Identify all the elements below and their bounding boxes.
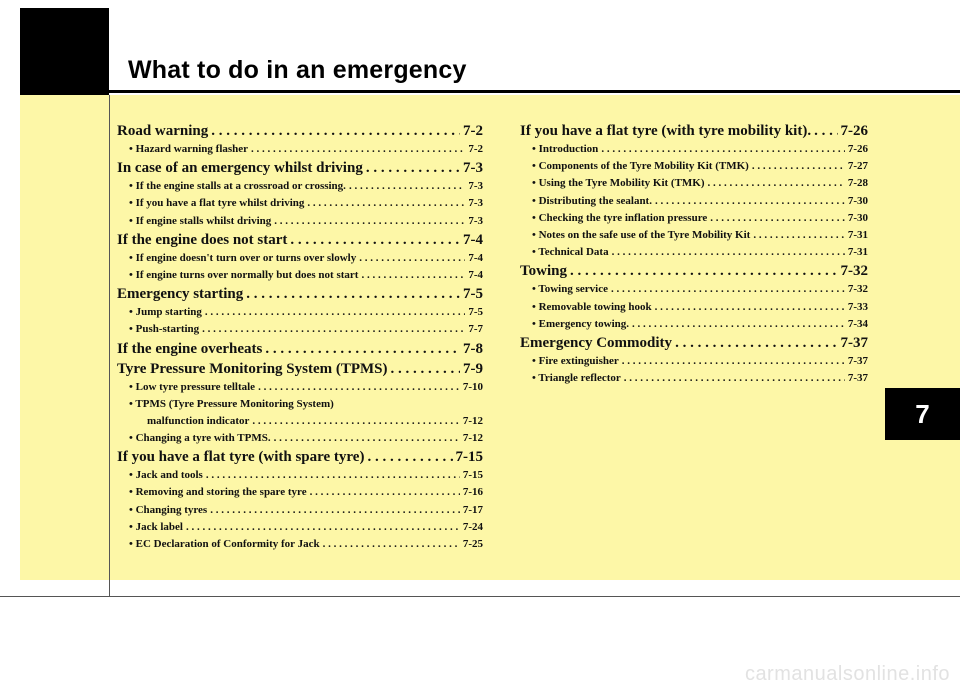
toc-subsection-entry[interactable]: [117, 432, 483, 449]
toc-leader-dots: [274, 215, 465, 227]
toc-page-number: 7-32: [840, 263, 868, 280]
toc-subsection-entry[interactable]: [117, 323, 483, 340]
toc-page-number: 7-37: [840, 334, 868, 351]
toc-leader-dots: [251, 143, 465, 155]
toc-entry-label: Road warning: [117, 123, 209, 139]
toc-leader-dots: [290, 232, 460, 249]
toc-section-entry[interactable]: [520, 335, 868, 355]
toc-leader-dots: [274, 432, 460, 444]
toc-leader-dots: [655, 195, 845, 207]
toc-subsection-entry[interactable]: [117, 197, 483, 214]
toc-page-number: 7-2: [468, 143, 483, 155]
toc-entry-label: • Jack and tools: [129, 469, 203, 482]
toc-entry-label: • Notes on the safe use of the Tyre Mobility Kit: [532, 228, 751, 241]
toc-subsection-entry[interactable]: [117, 143, 483, 160]
toc-page-number: 7-7: [468, 323, 483, 336]
toc-page-number: 7-26: [840, 123, 868, 139]
toc-entry-label: • Fire extinguisher: [532, 354, 619, 367]
toc-subsection-entry[interactable]: [520, 229, 868, 246]
toc-subsection-entry[interactable]: [520, 212, 868, 229]
toc-page-number: 7-4: [463, 231, 483, 248]
toc-leader-dots: [258, 381, 460, 393]
toc-page-number: 7-37: [847, 372, 868, 385]
toc-entry-label: • Push-starting: [129, 323, 200, 336]
toc-entry-label: If you have a flat tyre (with tyre mobility kit).: [520, 123, 812, 139]
toc-page-number: 7-33: [847, 300, 868, 313]
toc-subsection-entry[interactable]: [117, 306, 483, 323]
toc-entry-label: • Towing service: [532, 283, 608, 296]
toc-page-number: 7-3: [468, 197, 483, 210]
toc-entry-label: Tyre Pressure Monitoring System (TPMS): [117, 360, 388, 377]
toc-leader-dots: [570, 263, 838, 280]
toc-page-number: 7-4: [468, 251, 483, 264]
toc-subsection-entry[interactable]: [520, 195, 868, 212]
toc-page-number: 7-4: [468, 268, 483, 281]
toc-leader-dots: [211, 123, 460, 140]
toc-entry-label: In case of an emergency whilst driving: [117, 160, 363, 177]
toc-page-number: 7-5: [468, 306, 483, 319]
toc-page-number: 7-2: [463, 123, 483, 139]
toc-leader-dots: [611, 283, 845, 295]
toc-leader-dots: [349, 180, 465, 192]
toc-entry-label: • Using the Tyre Mobility Kit (TMK): [532, 177, 705, 190]
toc-page-number: 7-24: [462, 520, 483, 533]
toc-section-entry[interactable]: [117, 123, 483, 143]
toc-page-number: 7-15: [455, 449, 483, 466]
toc-entry-label: • If the engine stalls at a crossroad or crossing.: [129, 180, 346, 193]
toc-leader-dots: [601, 143, 845, 155]
page-title: What to do in an emergency: [128, 56, 467, 84]
toc-page-number: 7-25: [462, 538, 483, 550]
toc-entry-label: Emergency Commodity: [520, 334, 673, 351]
toc-section-entry[interactable]: [520, 123, 868, 143]
toc-page-number: 7-3: [463, 160, 483, 177]
toc-page-number: 7-3: [468, 214, 483, 227]
toc-entry-label: Emergency starting: [117, 286, 244, 303]
toc-leader-dots: [391, 361, 460, 378]
toc-page-number: 7-3: [468, 180, 483, 193]
toc-subsection-entry[interactable]: [117, 269, 483, 286]
toc-page-number: 7-17: [462, 503, 483, 516]
toc-page-number: 7-31: [847, 246, 868, 259]
toc-entry-label: • Introduction: [532, 143, 599, 155]
toc-page-number: 7-31: [847, 228, 868, 241]
toc-entry-label: • If engine turns over normally but does not start: [129, 268, 359, 281]
toc-section-entry[interactable]: [117, 449, 483, 469]
toc-subsection-entry[interactable]: [117, 398, 483, 415]
toc-entry-label: • Jack label: [129, 520, 183, 533]
toc-subsection-entry[interactable]: [520, 160, 868, 177]
toc-page-number: 7-9: [463, 360, 483, 377]
toc-subsection-entry[interactable]: [117, 415, 483, 432]
toc-leader-dots: [205, 306, 465, 318]
watermark: carmanualsonline.info: [744, 663, 950, 685]
toc-entry-label: • Distributing the sealant.: [532, 194, 652, 207]
toc-subsection-entry[interactable]: [520, 143, 868, 160]
toc-page-number: 7-26: [847, 143, 868, 155]
toc-entry-label: • Jump starting: [129, 306, 202, 319]
toc-page-number: 7-8: [463, 340, 483, 357]
toc-subsection-entry[interactable]: [520, 372, 868, 389]
toc-leader-dots: [246, 286, 460, 303]
toc-leader-dots: [710, 212, 845, 224]
toc-entry-label: • Components of the Tyre Mobility Kit (TMK): [532, 160, 749, 173]
toc-entry-label: • If you have a flat tyre whilst driving: [129, 197, 305, 210]
toc-subsection-entry[interactable]: [117, 469, 483, 486]
toc-leader-dots: [624, 372, 845, 384]
toc-leader-dots: [753, 229, 844, 241]
toc-subsection-entry[interactable]: [520, 283, 868, 300]
toc-leader-dots: [202, 323, 465, 335]
toc-page-number: 7-30: [847, 194, 868, 207]
toc-section-entry[interactable]: [117, 160, 483, 180]
toc-entry-label: • Low tyre pressure telltale: [129, 380, 256, 393]
toc-subsection-entry[interactable]: [520, 301, 868, 318]
toc-leader-dots: [655, 301, 845, 313]
toc-page-number: 7-16: [462, 486, 483, 499]
chapter-black-block: [20, 8, 109, 108]
toc-entry-label: • Technical Data: [532, 246, 609, 259]
vertical-divider: [109, 95, 110, 597]
toc-leader-dots: [622, 355, 845, 367]
toc-page-number: 7-34: [847, 317, 868, 330]
toc-subsection-entry[interactable]: [117, 486, 483, 503]
toc-entry-label: • Triangle reflector: [532, 372, 621, 385]
toc-subsection-entry[interactable]: [117, 252, 483, 269]
toc-page-number: 7-32: [847, 283, 868, 296]
toc-entry-label: • Emergency towing.: [532, 317, 630, 330]
toc-subsection-entry[interactable]: [117, 215, 483, 232]
toc-leader-dots: [359, 252, 465, 264]
toc-section-entry[interactable]: [117, 361, 483, 381]
toc-page-number: 7-30: [847, 211, 868, 224]
toc-leader-dots: [366, 160, 460, 177]
toc-left-column: [117, 123, 483, 555]
toc-entry-label: Towing: [520, 263, 567, 280]
toc-entry-label: If you have a flat tyre (with spare tyre): [117, 449, 365, 466]
toc-entry-label: • Changing a tyre with TPMS.: [129, 432, 271, 445]
toc-page-number: 7-28: [847, 177, 868, 190]
toc-right-column: [520, 123, 868, 389]
toc-page-number: 7-5: [463, 286, 483, 303]
toc-page-number: 7-10: [462, 380, 483, 393]
toc-leader-dots: [310, 486, 460, 498]
toc-subsection-entry[interactable]: [520, 177, 868, 194]
toc-subsection-entry[interactable]: [117, 521, 483, 538]
toc-subsection-entry[interactable]: [117, 381, 483, 398]
toc-leader-dots: [708, 177, 845, 189]
toc-leader-dots: [307, 197, 465, 209]
toc-subsection-entry[interactable]: [117, 504, 483, 521]
toc-leader-dots: [752, 160, 845, 172]
toc-entry-label: • Checking the tyre inflation pressure: [532, 211, 708, 224]
toc-leader-dots: [612, 246, 845, 258]
toc-page-number: 7-15: [462, 469, 483, 482]
toc-entry-label: • Hazard warning flasher: [129, 143, 249, 155]
toc-subsection-entry[interactable]: [117, 538, 483, 555]
toc-entry-label: If the engine does not start: [117, 231, 288, 248]
toc-section-entry[interactable]: [117, 341, 483, 361]
toc-page-number: 7-12: [462, 414, 483, 427]
toc-entry-label: • TPMS (Tyre Pressure Monitoring System): [129, 397, 334, 410]
toc-leader-dots: [675, 335, 837, 352]
toc-subsection-entry[interactable]: [520, 246, 868, 263]
toc-leader-dots: [252, 415, 459, 427]
toc-entry-label: • If engine stalls whilst driving: [129, 214, 272, 227]
toc-subsection-entry[interactable]: [520, 318, 868, 335]
toc-section-entry[interactable]: [520, 263, 868, 283]
toc-page-number: 7-27: [847, 160, 868, 173]
chapter-tab[interactable]: 7: [885, 388, 960, 440]
toc-entry-label: • EC Declaration of Conformity for Jack: [129, 538, 320, 550]
toc-leader-dots: [632, 318, 845, 330]
toc-entry-label: malfunction indicator: [147, 414, 250, 427]
toc-leader-dots: [323, 538, 460, 550]
toc-entry-label: • Removable towing hook: [532, 300, 652, 313]
bottom-divider: [0, 596, 960, 597]
toc-leader-dots: [186, 521, 460, 533]
toc-entry-label: • If engine doesn't turn over or turns over slowly: [129, 251, 357, 264]
toc-entry-label: • Removing and storing the spare tyre: [129, 486, 307, 499]
toc-subsection-entry[interactable]: [117, 180, 483, 197]
toc-page-number: 7-37: [847, 354, 868, 367]
toc-entry-label: • Changing tyres: [129, 503, 208, 516]
toc-section-entry[interactable]: [117, 232, 483, 252]
title-rule: [109, 90, 960, 93]
toc-entry-label: If the engine overheats: [117, 340, 263, 357]
toc-page-number: 7-12: [462, 432, 483, 445]
toc-leader-dots: [361, 269, 465, 281]
toc-leader-dots: [210, 504, 460, 516]
toc-leader-dots: [814, 123, 837, 140]
toc-leader-dots: [265, 341, 460, 358]
toc-leader-dots: [367, 449, 452, 466]
toc-section-entry[interactable]: [117, 286, 483, 306]
toc-leader-dots: [206, 469, 460, 481]
toc-subsection-entry[interactable]: [520, 355, 868, 372]
